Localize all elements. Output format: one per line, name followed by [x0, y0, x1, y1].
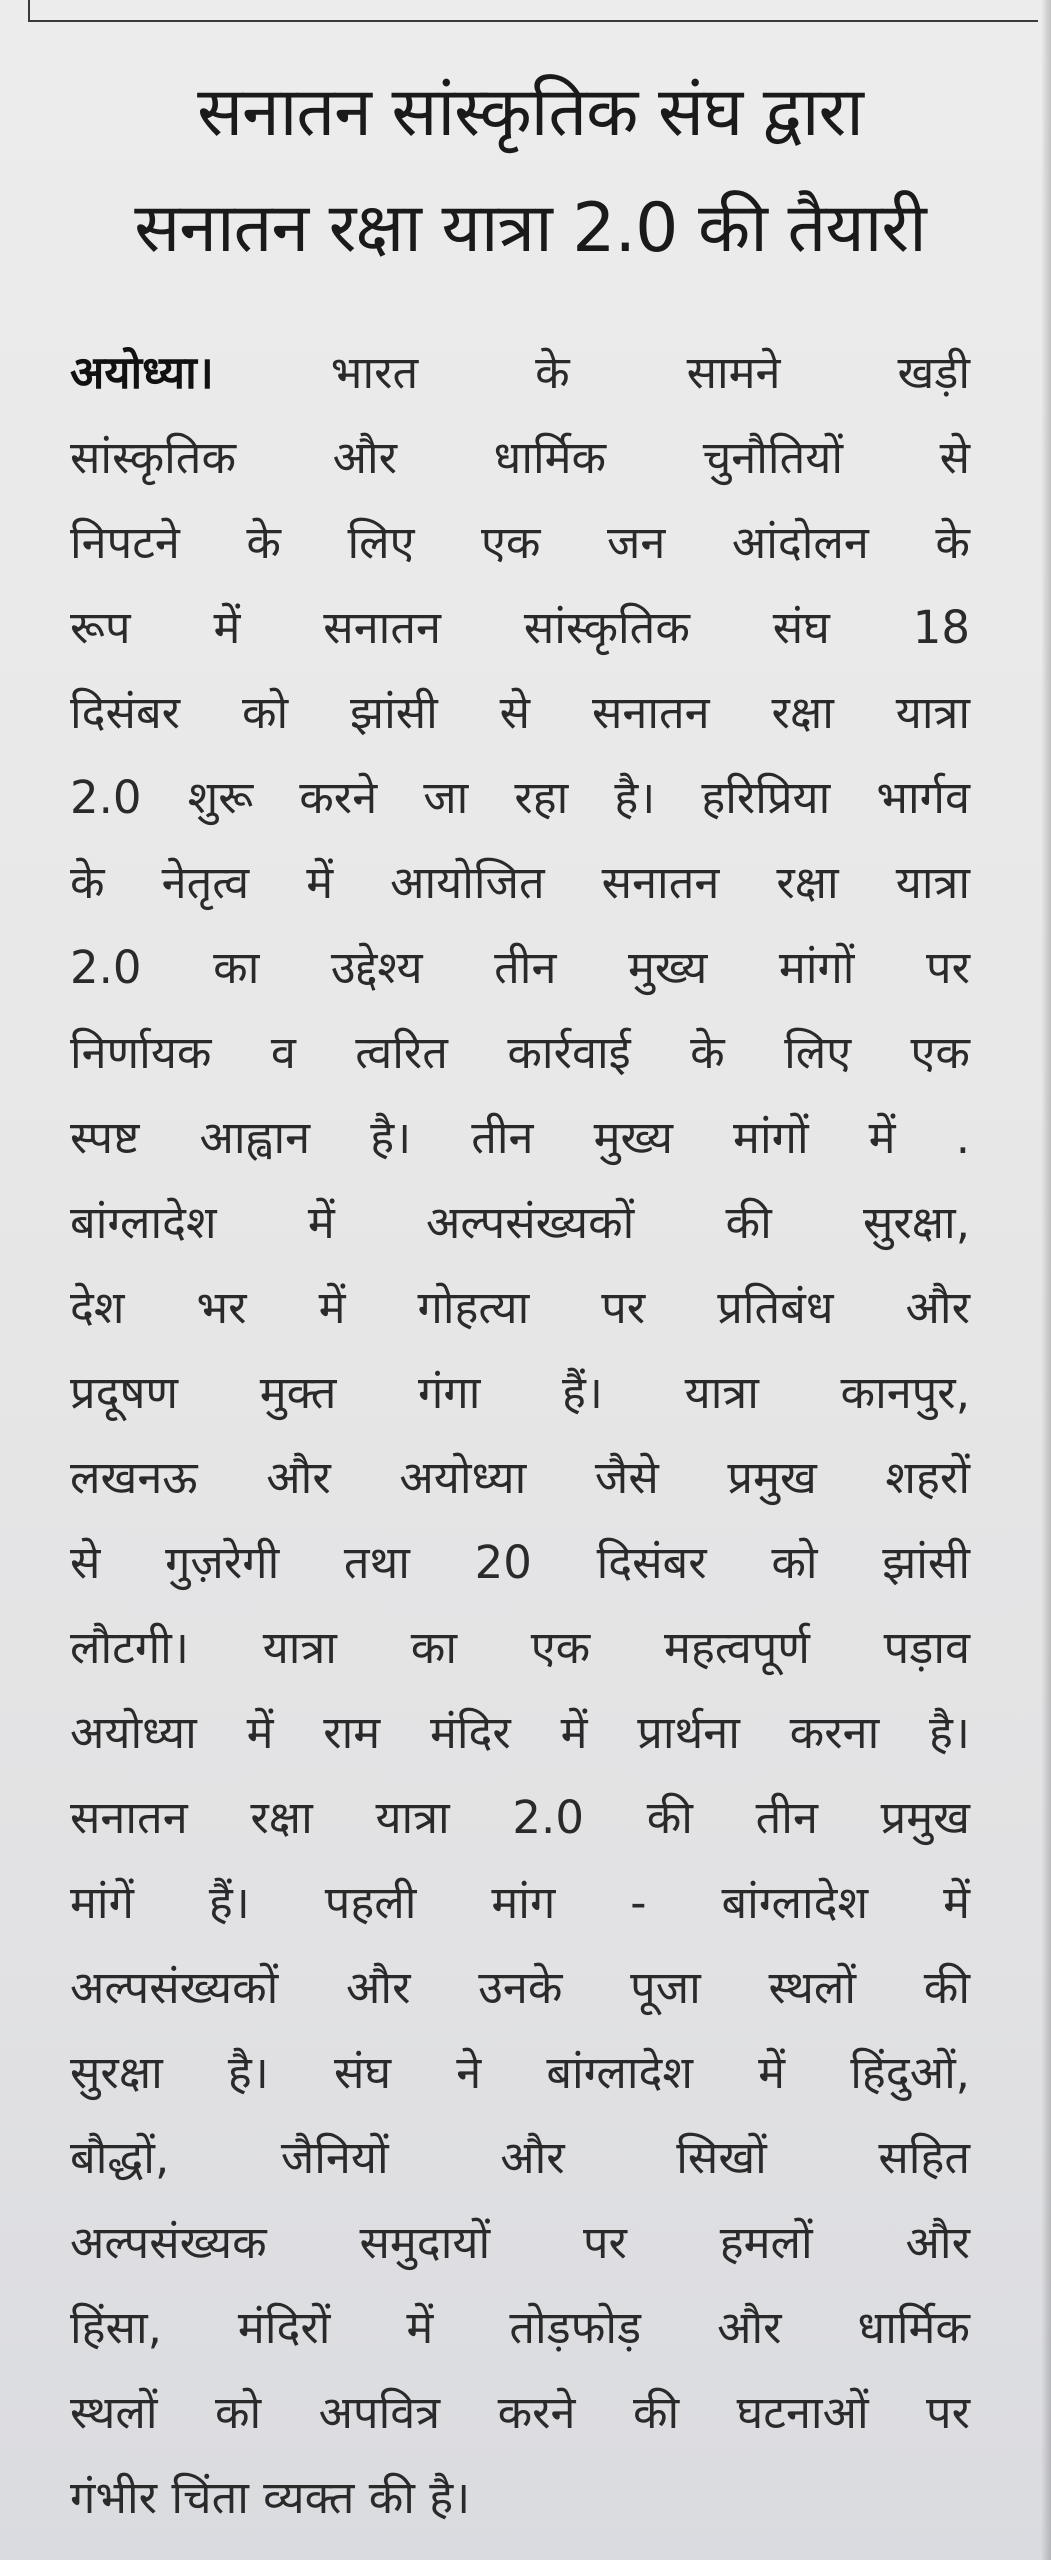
dateline: अयोध्या।: [70, 346, 214, 399]
body-line: स्थलों को अपवित्र करने की घटनाओं पर: [70, 2386, 970, 2439]
body-line: देश भर में गोहत्या पर प्रतिबंध और: [70, 1281, 970, 1334]
article-body: [70, 330, 970, 2540]
body-line: निर्णायक व त्वरित कार्रवाई के लिए एक: [70, 1026, 970, 1079]
body-line: से गुज़रेगी तथा 20 दिसंबर को झांसी: [70, 1536, 970, 1589]
body-line: सनातन रक्षा यात्रा 2.0 की तीन प्रमुख: [70, 1791, 970, 1844]
body-line: दिसंबर को झांसी से सनातन रक्षा यात्रा: [70, 686, 970, 739]
body-line: रूप में सनातन सांस्कृतिक संघ 18: [70, 601, 970, 654]
column-border-left: [28, 0, 30, 22]
body-line: निपटने के लिए एक जन आंदोलन के: [70, 516, 970, 569]
body-line: अल्पसंख्यकों और उनके पूजा स्थलों की: [70, 1961, 970, 2014]
body-line: प्रदूषण मुक्त गंगा हैं। यात्रा कानपुर,: [70, 1366, 970, 1419]
body-line-last: गंभीर चिंता व्यक्त की है।: [70, 2471, 471, 2524]
headline-line-2: सनातन रक्षा यात्रा 2.0 की तैयारी: [134, 189, 926, 268]
body-line: 2.0 का उद्देश्य तीन मुख्य मांगों पर: [70, 941, 970, 994]
headline-line-1: सनातन सांस्कृतिक संघ द्वारा: [197, 73, 863, 152]
body-line-first: [70, 330, 970, 415]
body-line: हिंसा, मंदिरों में तोड़फोड़ और धार्मिक: [70, 2301, 970, 2354]
body-line: 2.0 शुरू करने जा रहा है। हरिप्रिया भार्गव: [70, 771, 970, 824]
body-line: बांग्लादेश में अल्पसंख्यकों की सुरक्षा,: [70, 1196, 970, 1249]
body-line: लखनऊ और अयोध्या जैसे प्रमुख शहरों: [70, 1451, 970, 1504]
body-line: बौद्धों, जैनियों और सिखों सहित: [70, 2131, 970, 2184]
body-line: अयोध्या में राम मंदिर में प्रार्थना करना है।: [70, 1706, 970, 1759]
page-edge-shadow: [1041, 0, 1051, 2560]
first-line-text: भारत के सामने खड़ी: [213, 346, 970, 399]
column-border-top: [28, 20, 1038, 22]
body-line: सांस्कृतिक और धार्मिक चुनौतियों से: [70, 431, 970, 484]
body-line: सुरक्षा है। संघ ने बांग्लादेश में हिंदुओं,: [70, 2046, 970, 2099]
body-line: के नेतृत्व में आयोजित सनातन रक्षा यात्रा: [70, 856, 970, 909]
body-line: लौटगी। यात्रा का एक महत्वपूर्ण पड़ाव: [70, 1621, 970, 1674]
body-line: अल्पसंख्यक समुदायों पर हमलों और: [70, 2216, 970, 2269]
body-line: मांगें हैं। पहली मांग - बांग्लादेश में: [70, 1876, 970, 1929]
body-line: स्पष्ट आह्वान है। तीन मुख्य मांगों में .: [70, 1111, 970, 1164]
